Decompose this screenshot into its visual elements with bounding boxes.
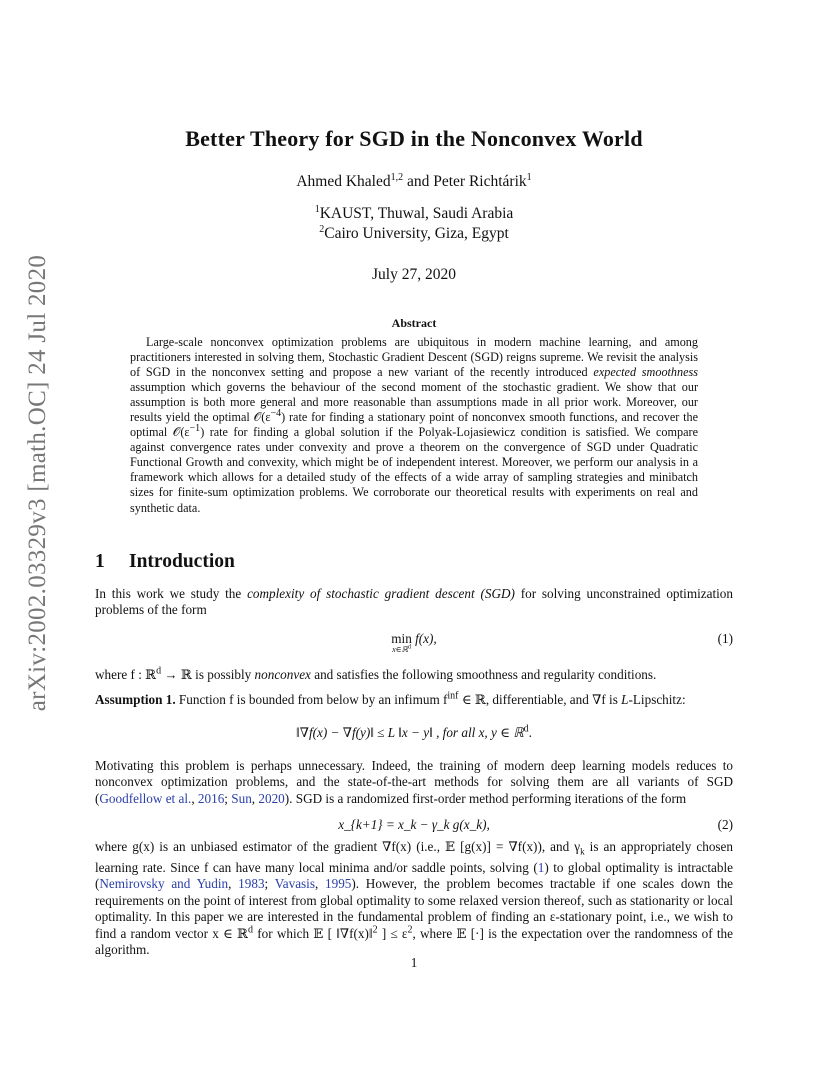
affiliation-2: [0, 225, 828, 243]
equation-1: [95, 631, 733, 655]
assumption-text: -Lipschitz:: [628, 692, 686, 707]
affiliation-text: Cairo University, Giza, Egypt: [324, 225, 509, 242]
citation-link[interactable]: Goodfellow et al.: [99, 790, 192, 806]
affiliation-text: KAUST, Thuwal, Saudi Arabia: [319, 205, 514, 222]
math-exponent: 2: [407, 924, 413, 936]
author-affiliation-mark: 1,2: [390, 171, 404, 183]
min-subscript-exponent: d: [407, 644, 411, 651]
citation-separator: ;: [224, 790, 232, 806]
citation-year-link[interactable]: 2020: [258, 790, 285, 806]
lipschitz-expression: ‖∇f(x) − ∇f(y)‖ ≤ L ‖x − y‖ , for all x, y ∈ ℝ: [296, 725, 524, 740]
citation-year-link[interactable]: 1995: [325, 876, 352, 892]
assumption-text: Function f is bounded from below by an infimum f: [175, 692, 448, 707]
math-exponent: d: [156, 665, 162, 677]
rate-expression: 𝒪(ε: [172, 425, 190, 440]
abstract-text: ) rate for finding a stationary point of nonconvex smooth functions, and recover the optimal: [130, 410, 698, 440]
paper-date: July 27, 2020: [372, 266, 456, 283]
section-title: Introduction: [129, 551, 235, 572]
arxiv-identifier: arXiv:2002.03329v3 [math.OC] 24 Jul 2020: [24, 254, 51, 712]
lipschitz-inequality: [95, 725, 733, 741]
body-emphasis: complexity of stochastic gradient descent (SGD): [247, 586, 515, 601]
body-text: for which 𝔼 [ ‖∇f(x)‖: [253, 925, 373, 941]
equation-reference-link[interactable]: 1: [537, 860, 545, 876]
citation-separator: ,: [251, 790, 259, 806]
intro-paragraph-4: [95, 839, 733, 958]
math-subscript: k: [580, 846, 585, 857]
body-text: In this work we study the: [95, 586, 248, 601]
citation-separator: ,: [314, 876, 326, 892]
body-emphasis: nonconvex: [254, 667, 311, 682]
equation-2: [95, 817, 733, 835]
citation-separator: ,: [191, 790, 198, 806]
assumption-1: [95, 692, 733, 708]
section-heading: [95, 551, 235, 573]
affiliation-mark: 2: [319, 223, 325, 235]
body-text: ). However, the problem becomes tractable if one scales down the requirements on the point of interest from global optimality to some relaxed version thereof, such as stationarity or local optimality. In this paper we are interested in the fundamental problem of finding an ε-stationary point, i.e., we wish to find a random vector x ∈ ℝ: [95, 876, 734, 941]
affiliation-1: [0, 205, 828, 223]
rate-exponent: −4: [270, 408, 282, 420]
abstract-body: [130, 335, 698, 516]
assumption-emphasis: L: [621, 692, 629, 707]
abstract-emphasis: expected smoothness: [593, 365, 699, 380]
arxiv-sidebar-stamp: [22, 254, 54, 712]
body-text: is an appropriately chosen learning rate. Since f can have many local minima and/or saddle points, solving (: [95, 839, 733, 876]
intro-paragraph-1: [95, 586, 733, 619]
equation-body: [95, 631, 733, 654]
citation-separator: ,: [228, 876, 239, 892]
citation-link[interactable]: Sun: [231, 790, 252, 806]
body-text: and satisfies the following smoothness and regularity conditions.: [310, 667, 657, 682]
lipschitz-terminator: .: [528, 725, 532, 740]
abstract-text: assumption which governs the behaviour of the second moment of the stochastic gradient. We show that our assumption is both more general and more reasonable than assumptions made in all prior work. Moreover, our results yield the optimal: [130, 380, 698, 425]
equation-number: (2): [717, 817, 733, 832]
min-operator: [391, 631, 412, 654]
abstract-text: ) rate for finding a global solution if the Polyak-Lojasiewicz condition is satisfied. We compare against convergence rates under convexity and prove a theorem on the convergence of SGD under Quadratic Functional Growth and convexity, which might be of independent interest. Moreover, we perform our analysis in a framework which allows for a detailed study of the effects of a wide array of sampling strategies and minibatch sizes for finite-sum optimization problems. We corroborate our theoretical results with experiments on real and synthetic data.: [130, 425, 698, 515]
body-text: , where 𝔼 [·] is the expectation over the randomness of the algorithm.: [95, 925, 734, 958]
min-label: min: [391, 631, 412, 646]
citation-separator: ;: [264, 876, 275, 892]
body-text: where g(x) is an unbiased estimator of the gradient ∇f(x) (i.e., 𝔼 [g(x)] = ∇f(x)), and γ: [95, 839, 581, 854]
citation-link[interactable]: Vavasis: [274, 876, 315, 892]
math-exponent: 2: [372, 924, 378, 936]
intro-paragraph-3: [95, 758, 733, 807]
min-subscript: [391, 645, 412, 654]
page-number: 1: [410, 955, 418, 970]
assumption-label: Assumption 1.: [95, 692, 176, 707]
citation-year-link[interactable]: 1983: [238, 876, 265, 892]
citation-link[interactable]: Nemirovsky and Yudin: [99, 876, 229, 892]
body-text: where f : ℝ: [95, 667, 157, 682]
abstract-text: Large-scale nonconvex optimization problems are ubiquitous in modern machine learning, and among practitioners interested in solving them, Stochastic Gradient Descent (SGD) reigns supreme. We revisit the analysis of SGD in the nonconvex setting and propose a new variant of the recently introduced: [130, 335, 698, 380]
min-subscript-text: x∈ℝ: [392, 645, 408, 654]
math-superscript: inf: [447, 690, 459, 702]
author-name: Ahmed Khaled: [296, 173, 391, 190]
objective-expression: f(x),: [411, 631, 437, 646]
body-text: → ℝ is possibly: [161, 667, 255, 682]
section-number: 1: [95, 551, 105, 572]
body-text: ) to global optimality is intractable (: [95, 860, 733, 892]
body-text: ] ≤ ε: [377, 925, 408, 941]
paper-title: Better Theory for SGD in the Nonconvex World: [185, 126, 643, 151]
author-conjunction: and: [403, 173, 434, 190]
body-text: Motivating this problem is perhaps unnecessary. Indeed, the training of modern deep learning models reduces to nonconvex optimization problems, and the state-of-the-art methods for solving them are all variants of SGD (: [95, 758, 733, 806]
author-line: [0, 173, 828, 191]
body-text: ). SGD is a randomized first-order method performing iterations of the form: [284, 790, 687, 806]
intro-paragraph-2: [95, 667, 733, 683]
author-name: Peter Richtárik: [433, 173, 527, 190]
equation-body: [95, 817, 733, 833]
equation-number: (1): [717, 631, 733, 646]
affiliation-mark: 1: [314, 203, 320, 215]
sgd-update-expression: x_{k+1} = x_k − γ_k g(x_k),: [338, 817, 490, 832]
abstract-heading: Abstract: [391, 316, 437, 330]
assumption-text: ∈ ℝ, differentiable, and ∇f is: [458, 692, 622, 707]
citation-year-link[interactable]: 2016: [197, 790, 225, 806]
math-exponent: d: [248, 924, 254, 936]
body-text: for solving unconstrained optimization problems of the form: [95, 586, 733, 618]
rate-exponent: −1: [189, 423, 201, 435]
math-exponent: d: [523, 723, 529, 735]
author-affiliation-mark: 1: [526, 171, 532, 183]
rate-expression: 𝒪(ε: [253, 410, 271, 425]
